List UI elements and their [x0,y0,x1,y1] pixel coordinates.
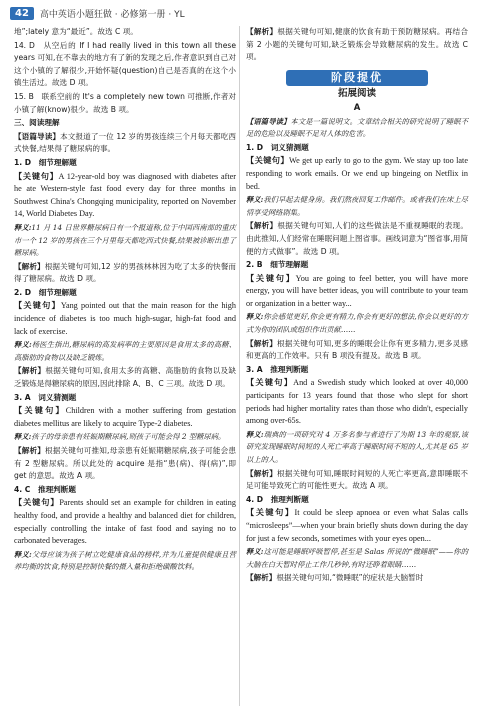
explanation [14,261,236,286]
page-number: 42 [10,7,34,20]
paragraph-text: 你会感觉更好,你会更有精力,你会有更好的想法,你会以更好的方式为你的团队或组织作出贡献…… [246,312,468,335]
paragraph-text: It could be sleep apnoea or even what Salas calls “microsleeps”—when your brain briefly shuts down during the day for just a few seconds, sometimes with your eyes open... [246,508,468,543]
question-heading: 1. D 细节理解题 [14,157,77,167]
key-sentence [14,300,236,338]
label-tag: 【关键句】 [14,301,61,311]
paragraph-text: 15. B 联系空前的 It's a completely new town 可推断,作者对小镇了解(know)很少。故选 B 项。 [14,91,236,114]
question-heading: 3. A 推理判断题 [246,364,309,374]
label-tag: 【解析】 [246,27,278,36]
explanation [246,468,468,493]
translation [14,222,236,260]
paragraph-text: 根据关键句可知,更多的睡眠会让你有更多精力,更多灵感和更高的工作效率。只有 B 项没有提及。故选 B 项。 [246,338,469,361]
paragraph-text: 我们早起去健身房。我们熬夜回复工作邮件。或者我们在床上尽情享受网络剧集。 [246,195,469,217]
paragraph-text: Yang pointed out that the main reason for the high incidence of diabetes is too much high-sugar, high-fat food and lack of exercise. [14,301,236,336]
paragraph-text: 杨医生指出,糖尿病的高发病率的主要原因是食用太多的高糖、高脂肪的食物以及缺乏锻炼。 [14,340,236,362]
book-title: 高中英语小题狂做 · 必修第一册 · YL [39,9,185,20]
paragraph-text: 地”;lately 意为“最近”。故选 C 项。 [14,27,138,36]
translation [246,194,468,219]
subsection-title: 拓展阅读 [337,88,376,100]
explanation [246,220,468,258]
translation [14,549,236,574]
label-tag: 【关键句】 [246,156,289,166]
translation [14,339,236,364]
left-column [14,26,236,575]
key-sentence [246,507,468,545]
explanation [246,572,468,585]
paragraph-text: 本文是一篇说明文。文章结合相关的研究说明了睡眠不足的危险以及睡眠不足对人体的危害。 [246,116,468,139]
paragraph-text: 根据关键句可知,健康的饮食有助于预防糖尿病。再结合第 2 小题的关键句可知,缺乏锻炼会导致糖尿病的发生。故选 C 项。 [246,27,468,62]
page-header [10,4,185,22]
paragraph-text: 根据关键句可知,睡眠时间短的人死亡率更高,意即睡眠不足可能导致死亡的可能性更大。故选 A 项。 [246,468,469,491]
label-tag: 【解析】 [246,338,278,348]
paragraph-text: You are going to feel better, you will have more energy, you will have better ideas, you will contribute to your team or organization in a better way... [246,273,468,308]
paragraph-text: And a Swedish study which looked at over 40,000 participants for 13 years found that those who slept for short periods had higher mortality rates than those who didn't, especially among over-65s. [246,378,468,426]
paragraph-text: Parents should set an example for children in eating healthy food, and provide a healthy and balanced diet for children, especially controlling the intake of fast food and saying no to carbonated beverages. [14,498,236,546]
key-sentence [246,377,468,427]
translation [246,429,468,467]
question-heading: 2. B 细节理解题 [246,260,309,270]
label-tag: 【关键句】 [14,406,66,416]
translation [246,546,468,571]
label-tag: 释义: [246,312,264,322]
paragraph-text: Children with a mother suffering from gestation diabetes mellitus are likely to acquire Type-2 diabetes. [14,406,236,428]
explanation [14,40,236,90]
label-tag: 【关键句】 [14,498,60,508]
label-tag: 【语篇导读】 [246,116,291,126]
paragraph-text: 瑞典的一项研究对 4 万多名参与者进行了为期 13 年的观察,该研究发现睡眠时间短的人死亡率高于睡眠时间不短的人,尤其是 65 岁以上的人。 [246,429,468,464]
label-tag: 【关键句】 [246,508,295,518]
explanation [14,131,236,156]
label-tag: 【解析】 [14,446,46,455]
paragraph-text: We get up early to go to the gym. We stay up too late responding to work emails. Or we end up bingeing on Netflix in bed. [246,156,468,191]
paragraph-text: 父母应该为孩子树立吃健康食品的榜样,并为儿童提供健康且营养均衡的饮食,特别是控制快餐的摄入量和拒绝碳酸饮料。 [14,549,236,572]
label-tag: 【关键句】 [246,273,296,283]
label-tag: 【解析】 [246,468,278,478]
question-heading: 4. D 推理判断题 [246,494,309,504]
label-tag: 【解析】 [246,573,277,583]
key-sentence [14,405,236,430]
label-tag: 释义: [14,432,32,442]
paragraph-text: 本文报道了一位 12 岁的男孩连续三个月每天都吃西式快餐,结果得了糖尿病的事。 [14,131,236,154]
label-tag: 释义: [246,429,264,439]
explanation [14,26,236,39]
explanation [14,91,236,116]
paragraph-text: 14. D 从空后的 If I had really lived in this town all these years 可知,在不靠去的地方有了新的发现之后,作者意识到自己对这个小镇的了解很少,开始怀疑(question)自己是否真的在这个小镇生活过。故选 D 项。 [14,40,236,88]
label-tag: 【语篇导读】 [14,131,61,141]
label-tag: 【解析】 [246,221,278,231]
paragraph-text: 这可能是睡眠呼吸暂停,甚至是 Salas 所说的“微睡眠”——你的大脑在白天暂时停止工作几秒钟,有时还睁着眼睛…… [246,547,468,569]
key-sentence [14,497,236,547]
label-tag: 释义: [14,340,32,350]
explanation [14,365,236,390]
column-divider [239,26,240,706]
translation [14,431,236,444]
label-tag: 释义: [14,222,32,232]
section-title: 阶段提优 [286,70,428,87]
question-heading: 3. A 词义猜测题 [14,392,77,402]
paragraph-text: A 12-year-old boy was diagnosed with diabetes after he ate Western-style fast food every day for three months in Southwest China's Chongqing municipality, reported on November 14, World Diabetes Day. [14,171,236,219]
translation [246,116,468,141]
question-heading: 1. D 词义猜测题 [246,142,309,152]
label-tag: 释义: [246,195,264,205]
question-heading: 4. C 推理判断题 [14,484,76,494]
question-heading: 2. D 细节理解题 [14,287,77,297]
label-tag: 【解析】 [14,366,46,376]
label-tag: 【关键句】 [246,378,294,388]
explanation [246,338,468,363]
explanation [246,26,468,64]
paragraph-text: 根据关键句可知,12 岁的男孩林林因为吃了太多的快餐而得了糖尿病。故选 D 项。 [14,261,236,284]
label-tag: 【解析】 [14,261,45,271]
paragraph-text: 11 月 14 日世界糖尿病日有一个报道称,位于中国西南部的重庆市一个 12 岁的男孩在三个月里每天都吃西式快餐,结果被诊断出患了糖尿病。 [14,222,236,258]
heading: 三、阅读理解 [14,118,60,128]
key-sentence [14,171,236,221]
label-tag: 【关键句】 [14,171,59,181]
paragraph-text: 根据关键句可知,食用太多的高糖、高脂肪的食物以及缺乏锻炼是得糖尿病的原因,因此排除 A、B、C 三项。故选 D 项。 [14,366,236,389]
paragraph-text: 孩子的母亲患有妊娠期糖尿病,则孩子可能会得 2 型糖尿病。 [31,432,226,442]
paragraph-text: 根据关键句可推知,母亲患有妊娠期糖尿病,孩子可能会患有 2 型糖尿病。所以此处的 acquire 是指“患(病)、得(病)”,即 get 的意思。故选 A 项。 [14,446,237,481]
translation [246,311,468,336]
paragraph-text: 根据关键句可知,人们的这些做法是不重视睡眠的表现。由此推知,人们经常在睡眠问题上图省事。画线词意为“图省事,用简便的方式做事”。故选 D 项。 [246,221,468,256]
passage-label: A [353,102,361,113]
key-sentence [246,155,468,193]
explanation [14,445,236,483]
key-sentence [246,273,468,311]
right-column [246,26,468,586]
paragraph-text: 根据关键句可知,“微睡眠”的症状是大脑暂时 [276,573,424,583]
label-tag: 释义: [14,549,32,559]
label-tag: 释义: [246,547,264,557]
